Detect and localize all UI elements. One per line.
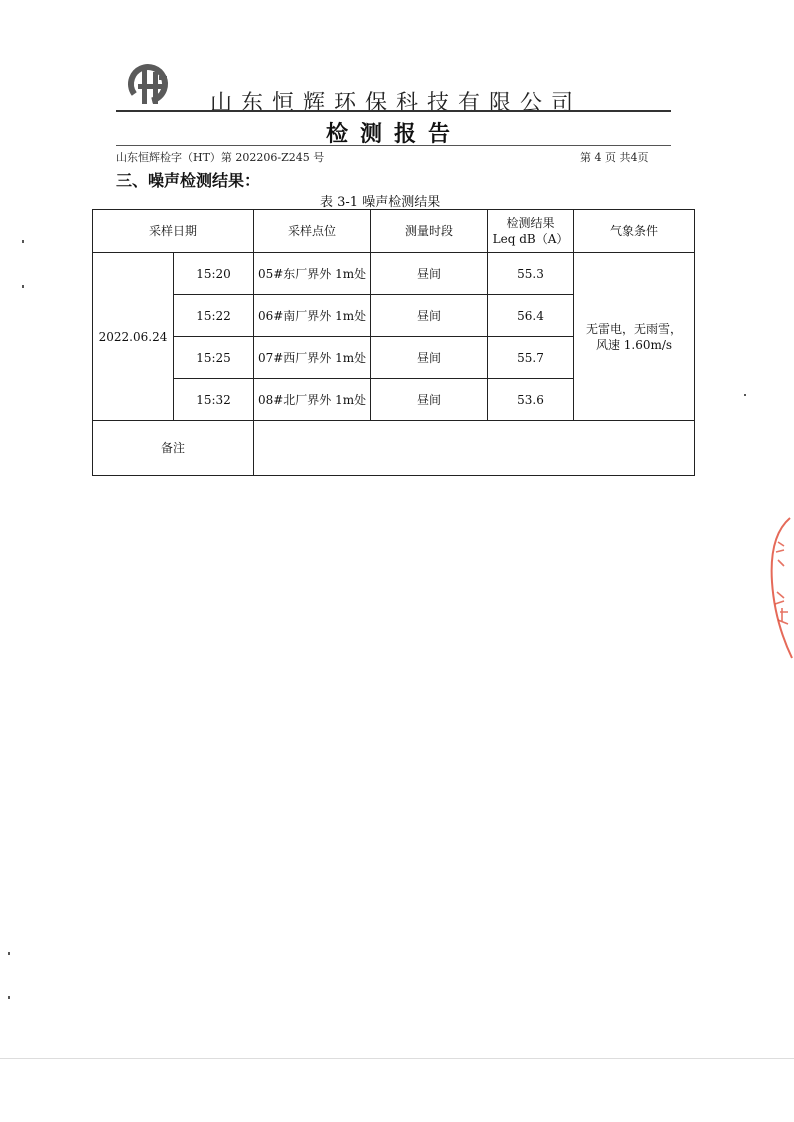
weather-line1: 无雷电，无雨雪， [586, 321, 683, 336]
table-row [93, 253, 695, 295]
header-result-line1: 检测结果 [506, 216, 555, 230]
header-rule [116, 110, 671, 112]
table-header-row [93, 210, 695, 253]
result-value: 55.7 [488, 337, 574, 379]
scan-speck [744, 394, 746, 396]
result-value: 56.4 [488, 295, 574, 337]
header-weather: 气象条件 [574, 210, 695, 253]
company-logo-icon [126, 62, 174, 108]
sample-point: 07#西厂界外 1m处 [254, 337, 371, 379]
header-date: 采样日期 [93, 210, 254, 253]
sample-time: 15:20 [174, 253, 254, 295]
weather-line2: 风速 1.60m/s [595, 337, 673, 352]
report-title: 检测报告 [326, 122, 463, 147]
header-point: 采样点位 [254, 210, 371, 253]
sample-date: 2022.06.24 [93, 253, 174, 421]
header-period: 测量时段 [371, 210, 488, 253]
result-value: 55.3 [488, 253, 574, 295]
scan-speck [8, 996, 10, 999]
table-caption: 表 3-1 噪声检测结果 [320, 195, 441, 210]
header-result [488, 210, 574, 253]
measure-period: 昼间 [371, 253, 488, 295]
remark-value [254, 421, 695, 476]
sample-point: 06#南厂界外 1m处 [254, 295, 371, 337]
remark-row [93, 421, 695, 476]
document-number: 山东恒辉检字（HT）第 202206-Z245 号 [116, 151, 325, 164]
red-seal-stamp-icon [762, 512, 794, 662]
sample-time: 15:32 [174, 379, 254, 421]
measure-period: 昼间 [371, 337, 488, 379]
measure-period: 昼间 [371, 379, 488, 421]
weather-conditions [574, 253, 695, 421]
remark-label: 备注 [93, 421, 254, 476]
page-number: 第 4 页 共4页 [580, 151, 649, 164]
sample-time: 15:25 [174, 337, 254, 379]
header-result-line2: Leq dB（A） [492, 232, 569, 246]
sample-point: 05#东厂界外 1m处 [254, 253, 371, 295]
noise-results-table [92, 209, 695, 476]
scan-speck [22, 285, 24, 288]
result-value: 53.6 [488, 379, 574, 421]
sample-point: 08#北厂界外 1m处 [254, 379, 371, 421]
scan-speck [8, 952, 10, 955]
header-subrule [116, 145, 671, 146]
company-name: 山东恒辉环保科技有限公司 [210, 91, 583, 116]
sample-time: 15:22 [174, 295, 254, 337]
measure-period: 昼间 [371, 295, 488, 337]
scan-edge-line [0, 1058, 794, 1059]
section-title: 三、噪声检测结果： [116, 171, 261, 190]
scan-speck [22, 240, 24, 243]
